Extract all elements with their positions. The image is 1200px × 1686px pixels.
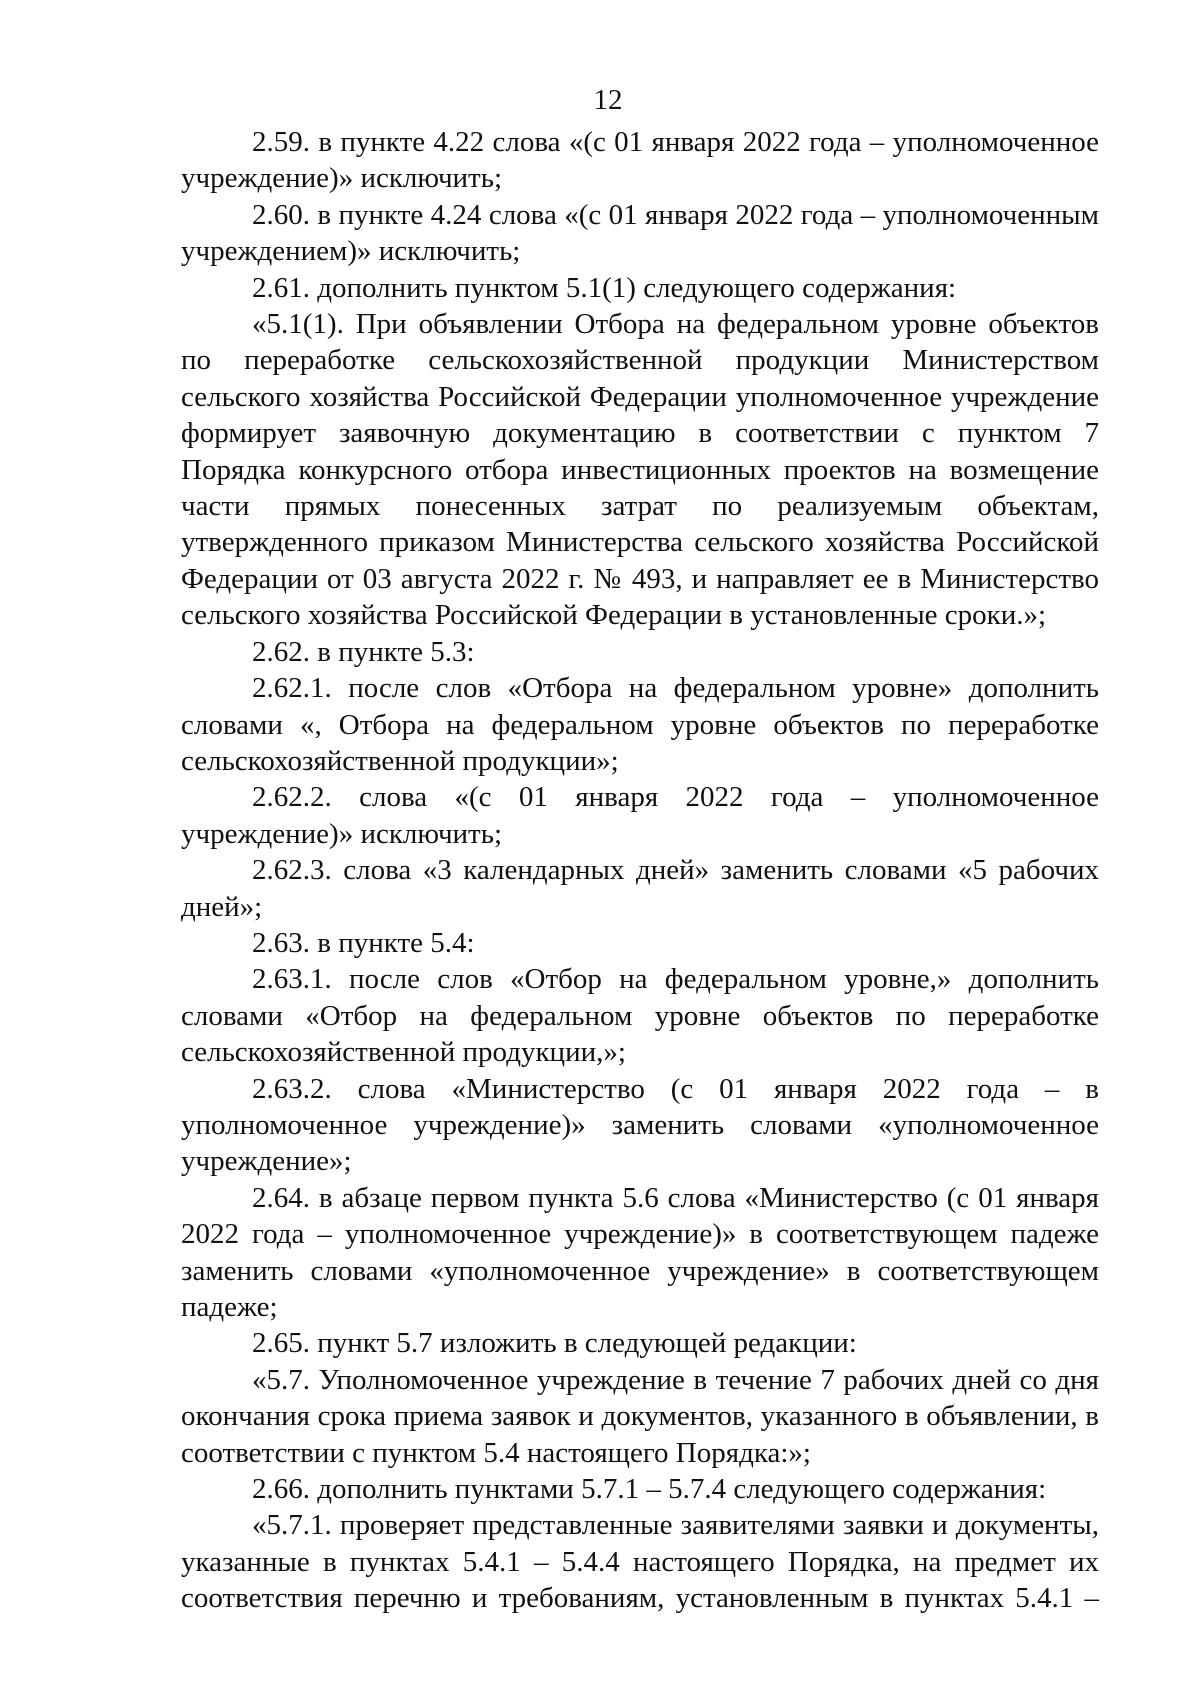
page-number: 12 (593, 84, 623, 116)
paragraph-2-62-2: 2.62.2. слова «(с 01 января 2022 года – уполномоченное учреждение)» исключить; (181, 781, 1099, 850)
paragraph-2-62: 2.62. в пункте 5.3: (252, 635, 475, 668)
paragraph-2-63-2: 2.63.2. слова «Министерство (с 01 января 2022 года – в уполномоченное учреждение)» заменить словами «уполномоченное учреждение»; (181, 1072, 1099, 1178)
paragraph-2-59: 2.59. в пункте 4.22 слова «(с 01 января 2022 года – уполномоченное учреждение)» исключить; (181, 126, 1099, 195)
paragraph-2-61: 2.61. дополнить пунктом 5.1(1) следующего содержания: (252, 271, 957, 304)
document-body (181, 124, 1099, 1617)
paragraph-5-1-1-quote: «5.1(1). При объявлении Отбора на федеральном уровне объектов по переработке сельскохозяйственной продукции Министерством сельского хозяйства Российской Федерации уполномоченное учреждение формирует заявочную документацию в соответствии с пунктом 7 Порядка конкурсного отбора инвестиционных проектов на возмещение части прямых понесенных затрат по реализуемым объектам, утвержденного приказом Министерства сельского хозяйства Российской Федерации от 03 августа 2022 г. № 493, и направляет ее в Министерство сельского хозяйства Российской Федерации в установленные сроки.»; (181, 308, 1099, 632)
paragraph-2-65: 2.65. пункт 5.7 изложить в следующей редакции: (252, 1327, 857, 1360)
paragraph-2-66: 2.66. дополнить пунктами 5.7.1 – 5.7.4 следующего содержания: (252, 1473, 1047, 1506)
paragraph-2-63: 2.63. в пункте 5.4: (252, 926, 475, 959)
paragraph-2-63-1: 2.63.1. после слов «Отбор на федеральном уровне,» дополнить словами «Отбор на федеральном уровне объектов по переработке сельскохозяйственной продукции,»; (181, 963, 1099, 1069)
paragraph-2-62-3: 2.62.3. слова «3 календарных дней» заменить словами «5 рабочих дней»; (181, 854, 1099, 923)
paragraph-5-7-quote: «5.7. Уполномоченное учреждение в течение 7 рабочих дней со дня окончания срока приема заявок и документов, указанного в объявлении, в соответствии с пунктом 5.4 настоящего Порядка:»; (181, 1363, 1099, 1469)
paragraph-2-60: 2.60. в пункте 4.24 слова «(с 01 января 2022 года – уполномоченным учреждением)» исключить; (181, 198, 1099, 268)
paragraph-2-62-1: 2.62.1. после слов «Отбора на федеральном уровне» дополнить словами «, Отбора на федеральном уровне объектов по переработке сельскохозяйственной продукции»; (181, 672, 1099, 777)
paragraph-5-7-1-quote: «5.7.1. проверяет представленные заявителями заявки и документы, указанные в пунктах 5.4.1 – 5.4.4 настоящего Порядка, на предмет их соответствия перечню и требованиям, установленным в пунктах 5.4.1 – (181, 1509, 1099, 1615)
paragraph-2-64: 2.64. в абзаце первом пункта 5.6 слова «Министерство (с 01 января 2022 года – уполномоченное учреждение)» в соответствующем падеже заменить словами «уполномоченное учреждение» в соответствующем падеже; (181, 1181, 1099, 1323)
